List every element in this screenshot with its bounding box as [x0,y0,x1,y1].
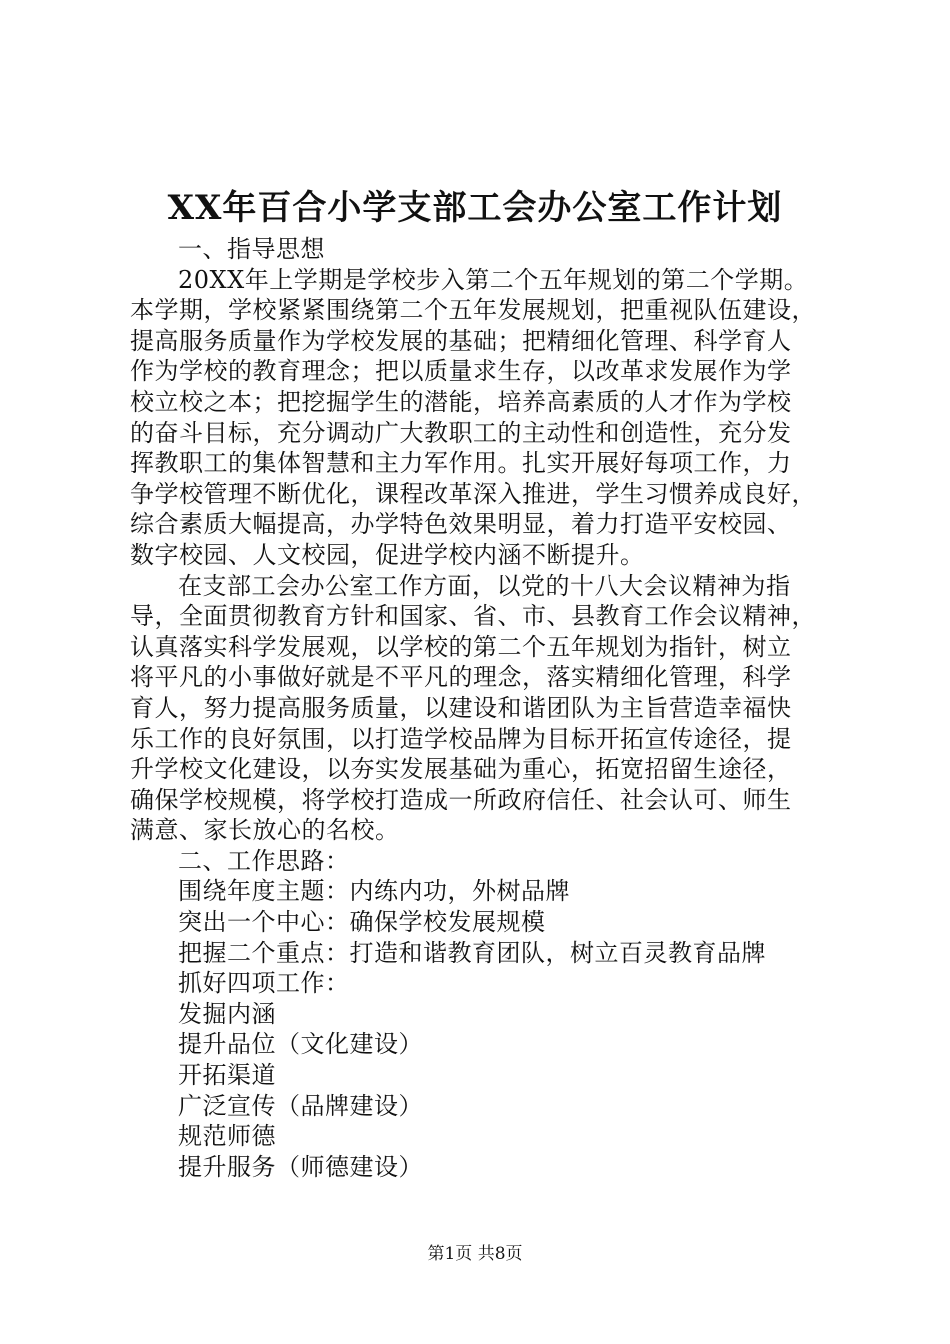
text-line: 20XX年上学期是学校步入第二个五年规划的第二个学期。 [178,265,809,294]
text-line: 广泛宣传（品牌建设） [178,1091,423,1120]
text-line: 挥教职工的集体智慧和主力军作用。扎实开展好每项工作，力 [130,449,792,478]
text-line: 数字校园、人文校园，促进学校内涵不断提升。 [130,540,645,569]
text-line: 提升品位（文化建设） [178,1030,423,1059]
text-line: 将平凡的小事做好就是不平凡的理念，落实精细化管理，科学 [130,663,792,692]
text-line: 规范师德 [178,1122,276,1151]
text-line: 育人，努力提高服务质量，以建设和谐团队为主旨营造幸福快 [130,693,792,722]
text-line: 校立校之本；把挖掘学生的潜能，培养高素质的人才作为学校 [130,387,792,416]
text-line: 本学期，学校紧紧围绕第二个五年发展规划，把重视队伍建设， [130,296,816,325]
text-line: 确保学校规模，将学校打造成一所政府信任、社会认可、师生 [130,785,792,814]
text-line: 升学校文化建设，以夯实发展基础为重心，拓宽招留生途径， [130,755,792,784]
text-line: 的奋斗目标，充分调动广大教职工的主动性和创造性，充分发 [130,418,792,447]
document-body [130,234,830,1182]
page-footer: 第1页 共8页 [427,1244,523,1264]
text-line: 导，全面贯彻教育方针和国家、省、市、县教育工作会议精神， [130,602,816,631]
text-line: 满意、家长放心的名校。 [130,816,400,845]
text-line: 提升服务（师德建设） [178,1152,423,1181]
text-line: 提高服务质量作为学校发展的基础；把精细化管理、科学育人 [130,326,792,355]
text-line: 综合素质大幅提高，办学特色效果明显，着力打造平安校园、 [130,510,792,539]
text-line: 在支部工会办公室工作方面，以党的十八大会议精神为指 [178,571,791,600]
text-line: 作为学校的教育理念；把以质量求生存，以改革求发展作为学 [130,357,792,386]
text-line: 乐工作的良好氛围，以打造学校品牌为目标开拓宣传途径，提 [130,724,792,753]
text-line: 争学校管理不断优化，课程改革深入推进，学生习惯养成良好， [130,479,816,508]
text-line: 把握二个重点：打造和谐教育团队，树立百灵教育品牌 [178,938,766,967]
text-line: 开拓渠道 [178,1061,276,1090]
text-line: 发掘内涵 [178,999,276,1028]
text-line: 抓好四项工作： [178,969,350,998]
text-line: 二、工作思路： [178,846,350,875]
document-title: XX年百合小学支部工会办公室工作计划 [167,188,783,228]
text-line: 突出一个中心：确保学校发展规模 [178,908,546,937]
text-line: 认真落实科学发展观，以学校的第二个五年规划为指针，树立 [130,632,792,661]
text-line: 围绕年度主题：内练内功，外树品牌 [178,877,570,906]
text-line: 一、指导思想 [178,235,325,263]
